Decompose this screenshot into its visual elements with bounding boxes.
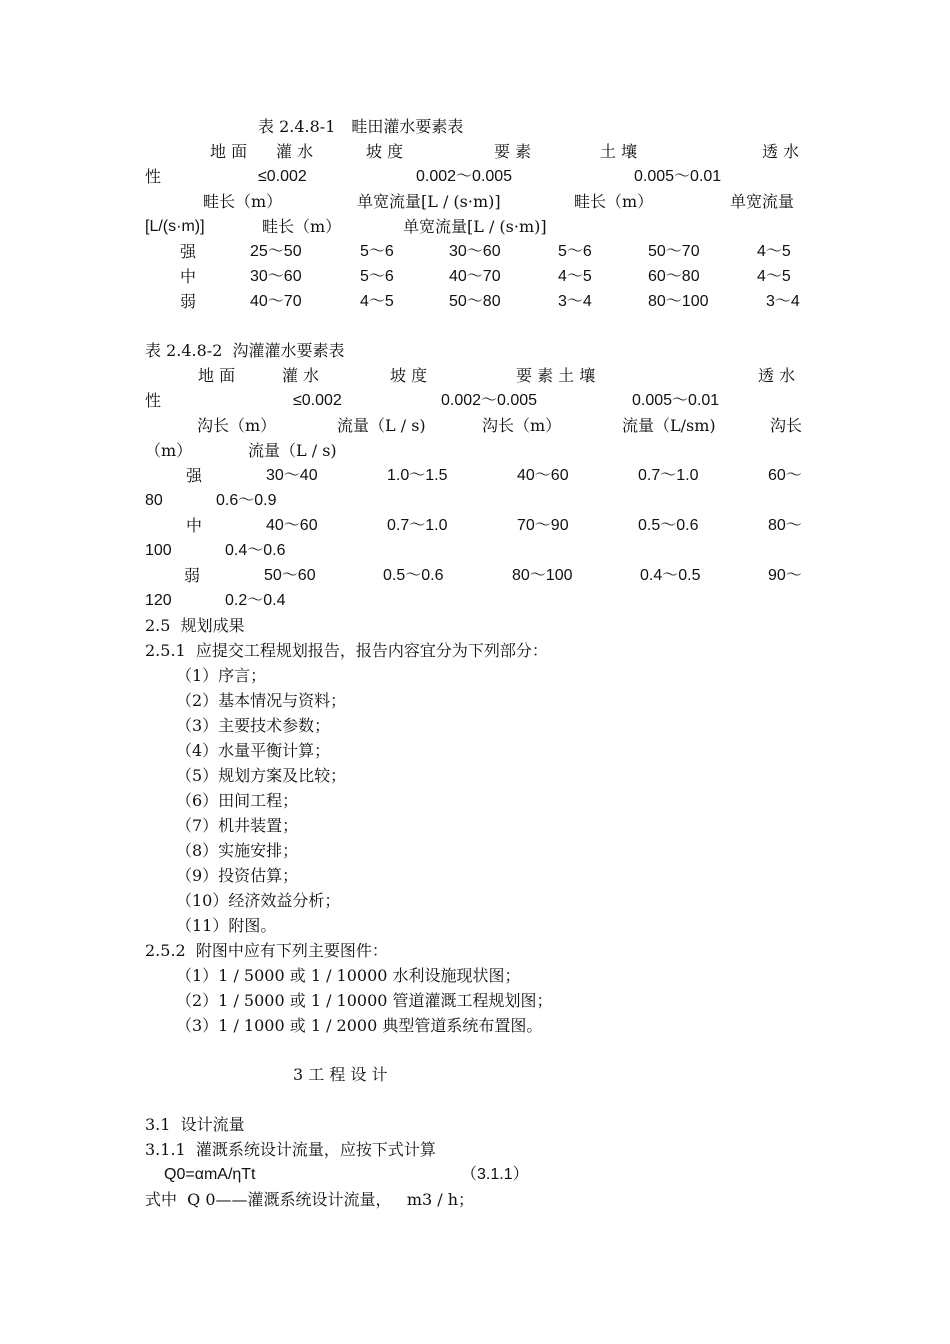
table2-cell: 100 xyxy=(145,542,172,559)
table2-header-cell: 灌 水 xyxy=(282,366,320,385)
table2-header-cell: 要 素 土 壤 xyxy=(516,366,596,385)
list-item: （10）经济效益分析； xyxy=(176,891,341,910)
table1-header-cell: 要 素 xyxy=(494,142,532,161)
table1-header-cell: 畦长（m） xyxy=(203,192,283,211)
table2-header-cell: 沟长 xyxy=(770,416,803,435)
table2-cell: 40～60 xyxy=(266,517,318,534)
table1-header-cell: 单宽流量 xyxy=(730,192,795,211)
table2-header-cell: （m） xyxy=(145,441,193,460)
table2-cell: 70～90 xyxy=(517,517,569,534)
table2-cell: 0.7～1.0 xyxy=(638,467,699,484)
table1-cell: 50～70 xyxy=(648,243,700,260)
table2-header-cell: 透 水 xyxy=(758,366,796,385)
table2-caption: 表 2.4.8-2 沟灌灌水要素表 xyxy=(145,341,345,360)
table1-header-cell: [L/(s·m)] xyxy=(145,218,205,235)
table2-cell: 0.2～0.4 xyxy=(225,592,286,609)
table2-header-cell: ≤0.002 xyxy=(293,392,342,409)
table2-header-cell: 沟长（m） xyxy=(197,416,277,435)
chapter-title: 3 工 程 设 计 xyxy=(293,1065,388,1084)
table2-cell: 120 xyxy=(145,592,172,609)
table1-cell: 5～6 xyxy=(360,243,394,260)
table1-cell: 3～4 xyxy=(766,293,800,310)
formula: Q0=αmA/ηTt xyxy=(164,1166,256,1183)
table2-header-cell: 流量（L / s) xyxy=(248,441,337,460)
formula-number: （3.1.1） xyxy=(461,1166,529,1183)
table2-cell: 0.7～1.0 xyxy=(387,517,448,534)
list-item: （6）田间工程； xyxy=(176,791,299,810)
list-item: （8）实施安排； xyxy=(176,841,299,860)
list-item: （3）1 / 1000 或 1 / 2000 典型管道系统布置图。 xyxy=(176,1016,543,1035)
table2-cell: 0.4～0.5 xyxy=(640,567,701,584)
table1-cell: 30～60 xyxy=(250,268,302,285)
table2-cell: 80～100 xyxy=(512,567,573,584)
table2-header-cell: 坡 度 xyxy=(390,366,428,385)
section-heading: 2.5 规划成果 xyxy=(145,616,245,635)
table1-header-cell: ≤0.002 xyxy=(258,168,307,185)
table2-cell: 80～ xyxy=(768,517,802,534)
table2-header-cell: 流量（L/sm) xyxy=(622,416,716,435)
table1-cell: 3～4 xyxy=(558,293,592,310)
table2-cell: 0.5～0.6 xyxy=(638,517,699,534)
table2-header-cell: 地 面 xyxy=(198,366,236,385)
table1-cell: 弱 xyxy=(180,292,197,311)
table1-cell: 中 xyxy=(180,267,197,286)
table1-cell: 5～6 xyxy=(558,243,592,260)
table1-cell: 4～5 xyxy=(558,268,592,285)
table1-header-cell: 土 壤 xyxy=(600,142,638,161)
list-item: （9）投资估算； xyxy=(176,866,299,885)
table2-cell: 强 xyxy=(186,466,203,485)
list-item: （3）主要技术参数； xyxy=(176,716,331,735)
table1-cell: 5～6 xyxy=(360,268,394,285)
table2-header-cell: 0.005～0.01 xyxy=(632,392,720,409)
table1-cell: 80～100 xyxy=(648,293,709,310)
table1-header-cell: 畦长（m） xyxy=(574,192,654,211)
table1-header-cell: 灌 水 xyxy=(276,142,314,161)
table1-caption: 表 2.4.8-1 畦田灌水要素表 xyxy=(258,117,464,136)
table1-cell: 60～80 xyxy=(648,268,700,285)
table2-header-cell: 性 xyxy=(145,391,162,410)
table1-header-cell: 单宽流量[L / (s·m)] xyxy=(403,217,547,236)
table1-cell: 4～5 xyxy=(757,268,791,285)
paragraph: 3.1.1 灌溉系统设计流量，应按下式计算 xyxy=(145,1140,436,1159)
table2-cell: 1.0～1.5 xyxy=(387,467,448,484)
section-heading: 3.1 设计流量 xyxy=(145,1115,245,1134)
table1-cell: 40～70 xyxy=(449,268,501,285)
table2-cell: 30～40 xyxy=(266,467,318,484)
table2-cell: 0.5～0.6 xyxy=(383,567,444,584)
list-item: （5）规划方案及比较； xyxy=(176,766,347,785)
paragraph: 2.5.1 应提交工程规划报告，报告内容宜分为下列部分： xyxy=(145,641,548,660)
list-item: （2）基本情况与资料； xyxy=(176,691,347,710)
table1-cell: 40～70 xyxy=(250,293,302,310)
table1-cell: 强 xyxy=(180,242,197,261)
list-item: （7）机井装置； xyxy=(176,816,299,835)
table2-cell: 60～ xyxy=(768,467,802,484)
table2-cell: 0.4～0.6 xyxy=(225,542,286,559)
table1-header-cell: 畦长（m） xyxy=(262,217,342,236)
table1-header-cell: 单宽流量[L / (s·m)] xyxy=(357,192,501,211)
list-item: （2）1 / 5000 或 1 / 10000 管道灌溉工程规划图； xyxy=(176,991,553,1010)
table2-cell: 90～ xyxy=(768,567,802,584)
table1-header-cell: 透 水 xyxy=(762,142,800,161)
table2-cell: 40～60 xyxy=(517,467,569,484)
paragraph: 式中 Q 0——灌溉系统设计流量， m3 / h； xyxy=(145,1190,475,1209)
table2-cell: 中 xyxy=(186,516,203,535)
table1-header-cell: 地 面 xyxy=(210,142,248,161)
table1-cell: 25～50 xyxy=(250,243,302,260)
table2-header-cell: 0.002～0.005 xyxy=(441,392,538,409)
table2-header-cell: 流量（L / s) xyxy=(337,416,426,435)
table1-header-cell: 0.002～0.005 xyxy=(416,168,513,185)
table1-cell: 4～5 xyxy=(360,293,394,310)
table2-cell: 0.6～0.9 xyxy=(216,492,277,509)
table1-header-cell: 0.005～0.01 xyxy=(634,168,722,185)
table2-header-cell: 沟长（m） xyxy=(482,416,562,435)
table1-cell: 4～5 xyxy=(757,243,791,260)
list-item: （11）附图。 xyxy=(176,916,277,935)
paragraph: 2.5.2 附图中应有下列主要图件： xyxy=(145,941,388,960)
list-item: （1）1 / 5000 或 1 / 10000 水利设施现状图； xyxy=(176,966,521,985)
table1-header-cell: 坡 度 xyxy=(366,142,404,161)
table2-cell: 弱 xyxy=(184,566,201,585)
list-item: （4）水量平衡计算； xyxy=(176,741,331,760)
table2-cell: 80 xyxy=(145,492,163,509)
table2-cell: 50～60 xyxy=(264,567,316,584)
list-item: （1）序言； xyxy=(176,666,267,685)
table1-header-cell: 性 xyxy=(145,167,162,186)
table1-cell: 30～60 xyxy=(449,243,501,260)
table1-cell: 50～80 xyxy=(449,293,501,310)
